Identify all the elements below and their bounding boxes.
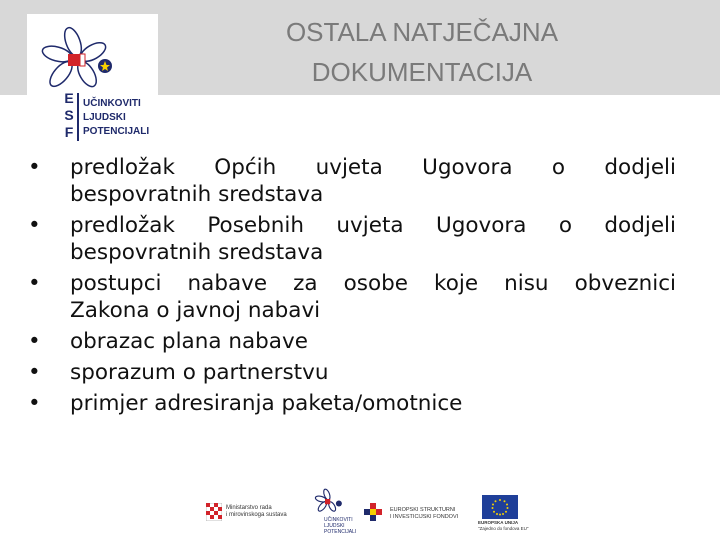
esf-small-flower-icon — [312, 487, 350, 517]
esf-small-logo — [310, 487, 355, 537]
bullet-line: obrazac plana nabave — [70, 329, 308, 354]
esf-letter-s: S — [64, 107, 74, 123]
eu-logo — [478, 495, 538, 535]
esf-letters — [61, 90, 77, 141]
structural-funds-logo — [364, 497, 464, 527]
checkerboard-icon — [364, 503, 386, 521]
logo-separator — [77, 93, 79, 141]
bullet-list — [28, 154, 676, 421]
bullet-item — [28, 390, 676, 417]
bullet-dot-icon: • — [28, 155, 41, 180]
bullet-item — [28, 154, 676, 208]
bullet-dot-icon: • — [28, 360, 41, 385]
slogan-word-2: LJUDSKI — [83, 112, 126, 123]
bullet-line: predložak Općih uvjeta Ugovora o dodjeli — [70, 155, 676, 180]
ministry-name-1: Ministarstvo rada — [226, 505, 272, 511]
funds-line-2: I INVESTICIJSKI FONDOVI — [390, 514, 459, 520]
esf-flower-icon — [39, 22, 129, 102]
eu-label: EUROPSKA UNIJA — [478, 520, 519, 525]
bullet-dot-icon: • — [28, 391, 41, 416]
bullet-line: primjer adresiranja paketa/omotnice — [70, 391, 463, 416]
esf-letter-e: E — [64, 90, 74, 106]
title-line-1: OSTALA NATJEČAJNA — [285, 17, 559, 47]
eu-slogan: "Zajedno do fondova EU" — [478, 526, 529, 531]
esf-small-word-1: UČINKOVITI — [324, 517, 353, 523]
ministry-logo — [206, 499, 316, 525]
bullet-item — [28, 270, 676, 324]
footer-logos — [0, 485, 720, 540]
funds-line-1: EUROPSKI STRUKTURNI — [390, 507, 456, 513]
ministry-name-2: i mirovinskoga sustava — [226, 512, 287, 518]
bullet-dot-icon: • — [28, 329, 41, 354]
bullet-line: predložak Posebnih uvjeta Ugovora o dodjeli — [70, 213, 676, 238]
bullet-dot-icon: • — [28, 213, 41, 238]
eu-flag-icon — [482, 495, 518, 519]
esf-slogan — [83, 97, 149, 139]
bullet-item — [28, 328, 676, 355]
bullet-line: postupci nabave za osobe koje nisu obveznici — [70, 271, 676, 296]
bullet-item — [28, 359, 676, 386]
bullet-dot-icon: • — [28, 271, 41, 296]
bullet-continuation: bespovratnih sredstava — [70, 182, 324, 207]
page-title — [232, 12, 612, 92]
bullet-continuation: bespovratnih sredstava — [70, 240, 324, 265]
bullet-continuation: Zakona o javnoj nabavi — [70, 298, 321, 323]
esf-letter-f: F — [64, 124, 74, 140]
slogan-word-1: UČINKOVITI — [83, 98, 141, 109]
esf-logo — [27, 14, 158, 145]
title-line-2: DOKUMENTACIJA — [311, 57, 533, 87]
bullet-item — [28, 212, 676, 266]
bullet-line: sporazum o partnerstvu — [70, 360, 329, 385]
slogan-word-3: POTENCIJALI — [83, 126, 150, 137]
esf-small-word-2: LJUDSKI — [324, 523, 345, 529]
croatian-coat-of-arms-icon — [206, 503, 222, 521]
esf-small-word-3: POTENCIJALI — [324, 529, 357, 535]
